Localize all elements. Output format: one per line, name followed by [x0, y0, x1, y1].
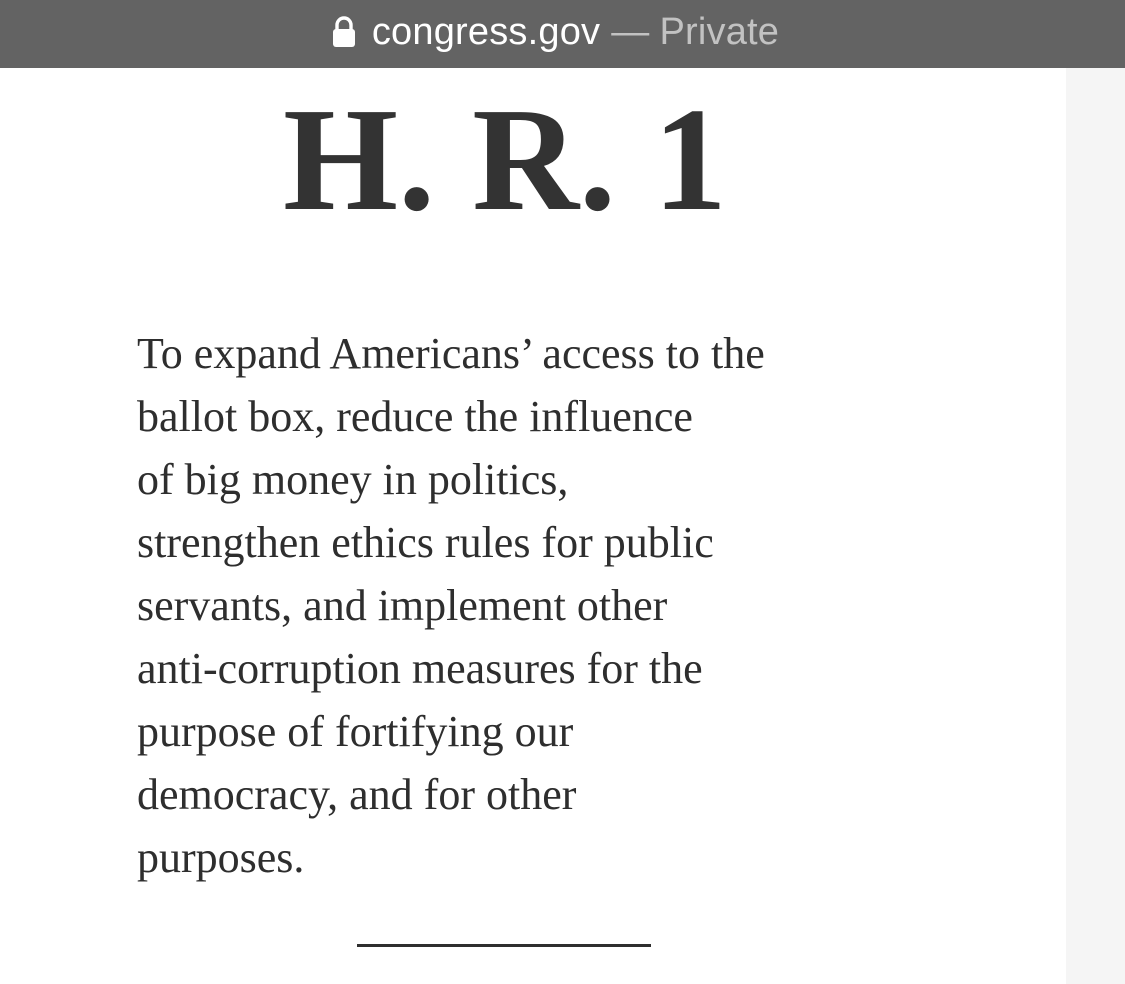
purpose-line: purposes.	[137, 833, 305, 882]
url-separator: —	[611, 10, 650, 53]
purpose-line: democracy, and for other	[137, 770, 577, 819]
bill-number-title: H. R. 1	[283, 78, 727, 242]
purpose-line: purpose of fortifying our	[137, 707, 574, 756]
address-bar[interactable]	[0, 0, 1125, 68]
scroll-gutter	[1066, 68, 1125, 984]
purpose-line: To expand Americans’ access to the	[137, 329, 765, 378]
address-bar-content[interactable]	[332, 11, 779, 54]
bill-purpose-text	[137, 322, 1003, 889]
purpose-line: servants, and implement other	[137, 581, 668, 630]
purpose-line: of big money in politics,	[137, 455, 569, 504]
lock-icon	[332, 15, 356, 47]
section-divider	[357, 944, 651, 947]
url-domain: congress.gov	[371, 10, 601, 53]
purpose-line: ballot box, reduce the influence	[137, 392, 693, 441]
purpose-line: strengthen ethics rules for public	[137, 518, 714, 567]
private-mode-label: Private	[659, 10, 780, 53]
purpose-line: anti-corruption measures for the	[137, 644, 703, 693]
